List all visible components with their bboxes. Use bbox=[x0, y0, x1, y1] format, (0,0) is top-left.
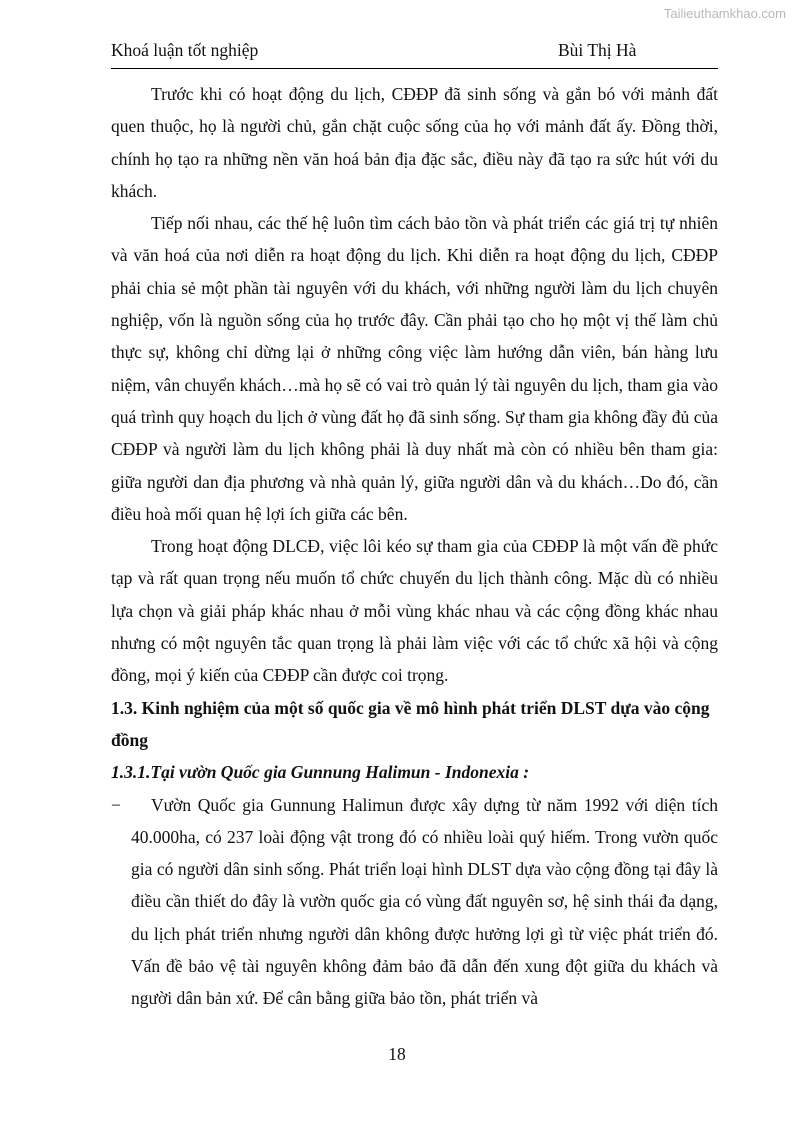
paragraph: Tiếp nối nhau, các thế hệ luôn tìm cách bảo tồn và phát triển các giá trị tự nhiên và văn hoá của nơi diễn ra hoạt động du lịch. Khi diễn ra hoạt động du lịch, CĐĐP phải chia sẻ một phần tài nguyên với du khách, với những người làm du lịch chuyên nghiệp, vốn là nguồn sống của họ trước đây. Cần phải tạo cho họ một vị thế làm chủ thực sự, không chỉ dừng lại ở những công việc làm hướng dẫn viên, bán hàng lưu niệm, vân chuyển khách…mà họ sẽ có vai trò quản lý tài nguyên du lịch, tham gia vào quá trình quy hoạch du lịch ở vùng đất họ đã sinh sống. Sự tham gia không đầy đủ của CĐĐP và người làm du lịch không phải là duy nhất mà còn có nhiều bên tham gia: giữa người dan địa phương và nhà quản lý, giữa người dân và du khách…Do đó, cần điều hoà mối quan hệ lợi ích giữa các bên. bbox=[111, 213, 718, 524]
header-title: Khoá luận tốt nghiệp bbox=[111, 40, 259, 60]
bullet-item bbox=[111, 789, 718, 1015]
bullet-text: Vườn Quốc gia Gunnung Halimun được xây dựng từ năm 1992 với diện tích 40.000ha, có 237 loài động vật trong đó có nhiều loài quý hiếm. Trong vườn quốc gia có người dân sinh sống. Phát triển loại hình DLST dựa vào cộng đồng tại đây là điều cần thiết do đây là vườn quốc gia có vùng đất nguyên sơ, hệ sinh thái đa dạng, du lịch phát triển nhưng người dân không được hưởng lợi gì từ việc phát triển đó. Vấn đề bảo vệ tài nguyên không đảm bảo đã dẫn đến xung đột giữa du khách và người dân bản xứ. Để cân bằng giữa bảo tồn, phát triển và bbox=[131, 794, 718, 1009]
page-content bbox=[111, 78, 718, 1015]
paragraph: Trước khi có hoạt động du lịch, CĐĐP đã sinh sống và gắn bó với mảnh đất quen thuộc, họ là người chủ, gắn chặt cuộc sống của họ với mảnh đất ấy. Đồng thời, chính họ tạo ra những nền văn hoá bản địa đặc sắc, điều này đã tạo ra sức hút với du khách. bbox=[111, 84, 718, 201]
subsection-heading: 1.3.1.Tại vườn Quốc gia Gunnung Halimun - Indonexia : bbox=[111, 762, 530, 783]
section-heading: 1.3. Kinh nghiệm của một số quốc gia về mô hình phát triển DLST dựa vào cộng đồng bbox=[111, 697, 710, 750]
paragraph: Trong hoạt động DLCĐ, việc lôi kéo sự tham gia của CĐĐP là một vấn đề phức tạp và rất quan trọng nếu muốn tổ chức chuyến du lịch thành công. Mặc dù có nhiều lựa chọn và giải pháp khác nhau ở mỗi vùng khác nhau và các cộng đồng khác nhau nhưng có một nguyên tắc quan trọng là phải làm việc với các tổ chức xã hội và cộng đồng, mọi ý kiến của CĐĐP cần được coi trọng. bbox=[111, 536, 718, 686]
header-author: Bùi Thị Hà bbox=[558, 40, 637, 60]
watermark: Tailieuthamkhao.com bbox=[663, 6, 786, 21]
bullet-marker: − bbox=[111, 794, 121, 815]
page-number: 18 bbox=[388, 1044, 406, 1064]
page-header bbox=[111, 40, 718, 69]
